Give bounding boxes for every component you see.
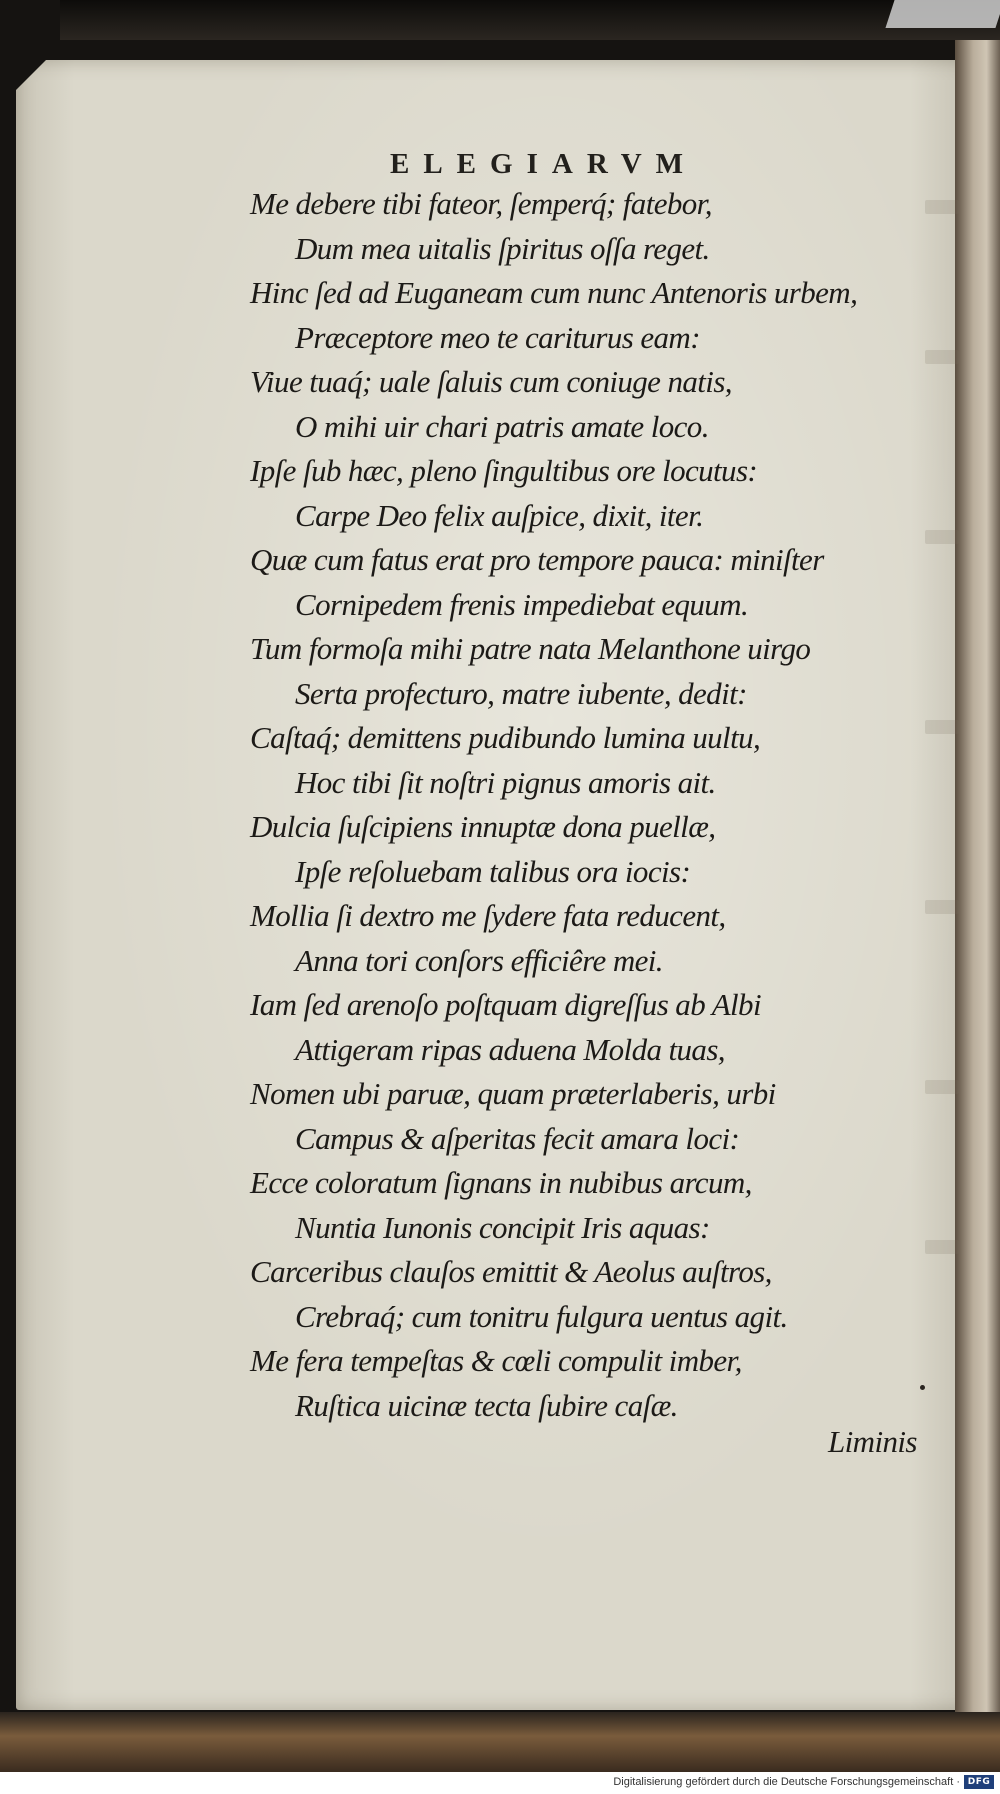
verse-line: Carceribus clauſos emittit & Aeolus auſtros, — [250, 1254, 772, 1289]
dfg-logo: DFG — [964, 1775, 994, 1789]
verse-line: Ruſtica uicinæ tecta ſubire caſæ. — [295, 1387, 678, 1423]
verse-line: Ecce coloratum ſignans in nubibus arcum, — [250, 1165, 752, 1200]
verse-line: Hinc ſed ad Euganeam cum nunc Antenoris urbem, — [250, 275, 858, 310]
verse-line: O mihi uir chari patris amate loco. — [295, 408, 709, 444]
verse-line: Viue tuaq́; uale ſaluis cum coniuge natis, — [250, 364, 732, 399]
verse-line: Nomen ubi paruæ, quam præterlaberis, urbi — [250, 1076, 776, 1111]
verse-line: Nuntia Iunonis concipit Iris aquas: — [295, 1209, 710, 1245]
running-head: ELEGIARVM — [390, 148, 698, 180]
verse-line: Dum mea uitalis ſpiritus oſſa reget. — [295, 230, 710, 266]
verse-line: Ipſe ſub hæc, pleno ſingultibus ore locutus: — [250, 453, 758, 488]
digitization-credit: Digitalisierung gefördert durch die Deutsche Forschungsgemeinschaft · — [613, 1776, 960, 1788]
paper-scrap — [885, 0, 1000, 28]
verse-line: Tum formoſa mihi patre nata Melanthone uirgo — [250, 631, 811, 666]
catchword: Liminis — [828, 1424, 917, 1459]
verse-line: Serta profecturo, matre iubente, dedit: — [295, 675, 747, 711]
verse-line: Crebraq́; cum tonitru fulgura uentus agit. — [295, 1298, 788, 1334]
verse-line: Mollia ſi dextro me ſydere fata reducent, — [250, 898, 726, 933]
verse-line: Hoc tibi ſit noſtri pignus amoris ait. — [295, 764, 716, 800]
verse-line: Attigeram ripas aduena Molda tuas, — [295, 1031, 725, 1067]
verse-line: Iam ſed arenoſo poſtquam digreſſus ab Albi — [250, 987, 761, 1022]
verse-line: Anna tori conſors efficiêre mei. — [295, 942, 663, 978]
page-corner-fold — [16, 60, 46, 90]
verse-line: Quæ cum fatus erat pro tempore pauca: miniſter — [250, 542, 824, 577]
verse-line: Me debere tibi fateor, ſemperq́; fatebor, — [250, 186, 712, 221]
verse-line: Me fera tempeſtas & cœli compulit imber, — [250, 1343, 742, 1378]
verse-line: Carpe Deo felix auſpice, dixit, iter. — [295, 497, 704, 533]
verse-line: Campus & aſperitas fecit amara loci: — [295, 1120, 740, 1156]
verse-line: Cornipedem frenis impediebat equum. — [295, 586, 749, 622]
verse-line: Præceptore meo te cariturus eam: — [295, 319, 700, 355]
text-block — [250, 146, 950, 1428]
ink-spot — [920, 1385, 925, 1390]
verse-line: Dulcia ſuſcipiens innuptæ dona puellæ, — [250, 809, 716, 844]
verse-line: Ipſe reſoluebam talibus ora iocis: — [295, 853, 691, 889]
verse-line: Caſtaq́; demittens pudibundo lumina uultu, — [250, 720, 761, 755]
top-book-edge — [60, 0, 1000, 40]
verse-list — [250, 182, 950, 1428]
bottom-book-edge — [0, 1712, 1000, 1772]
